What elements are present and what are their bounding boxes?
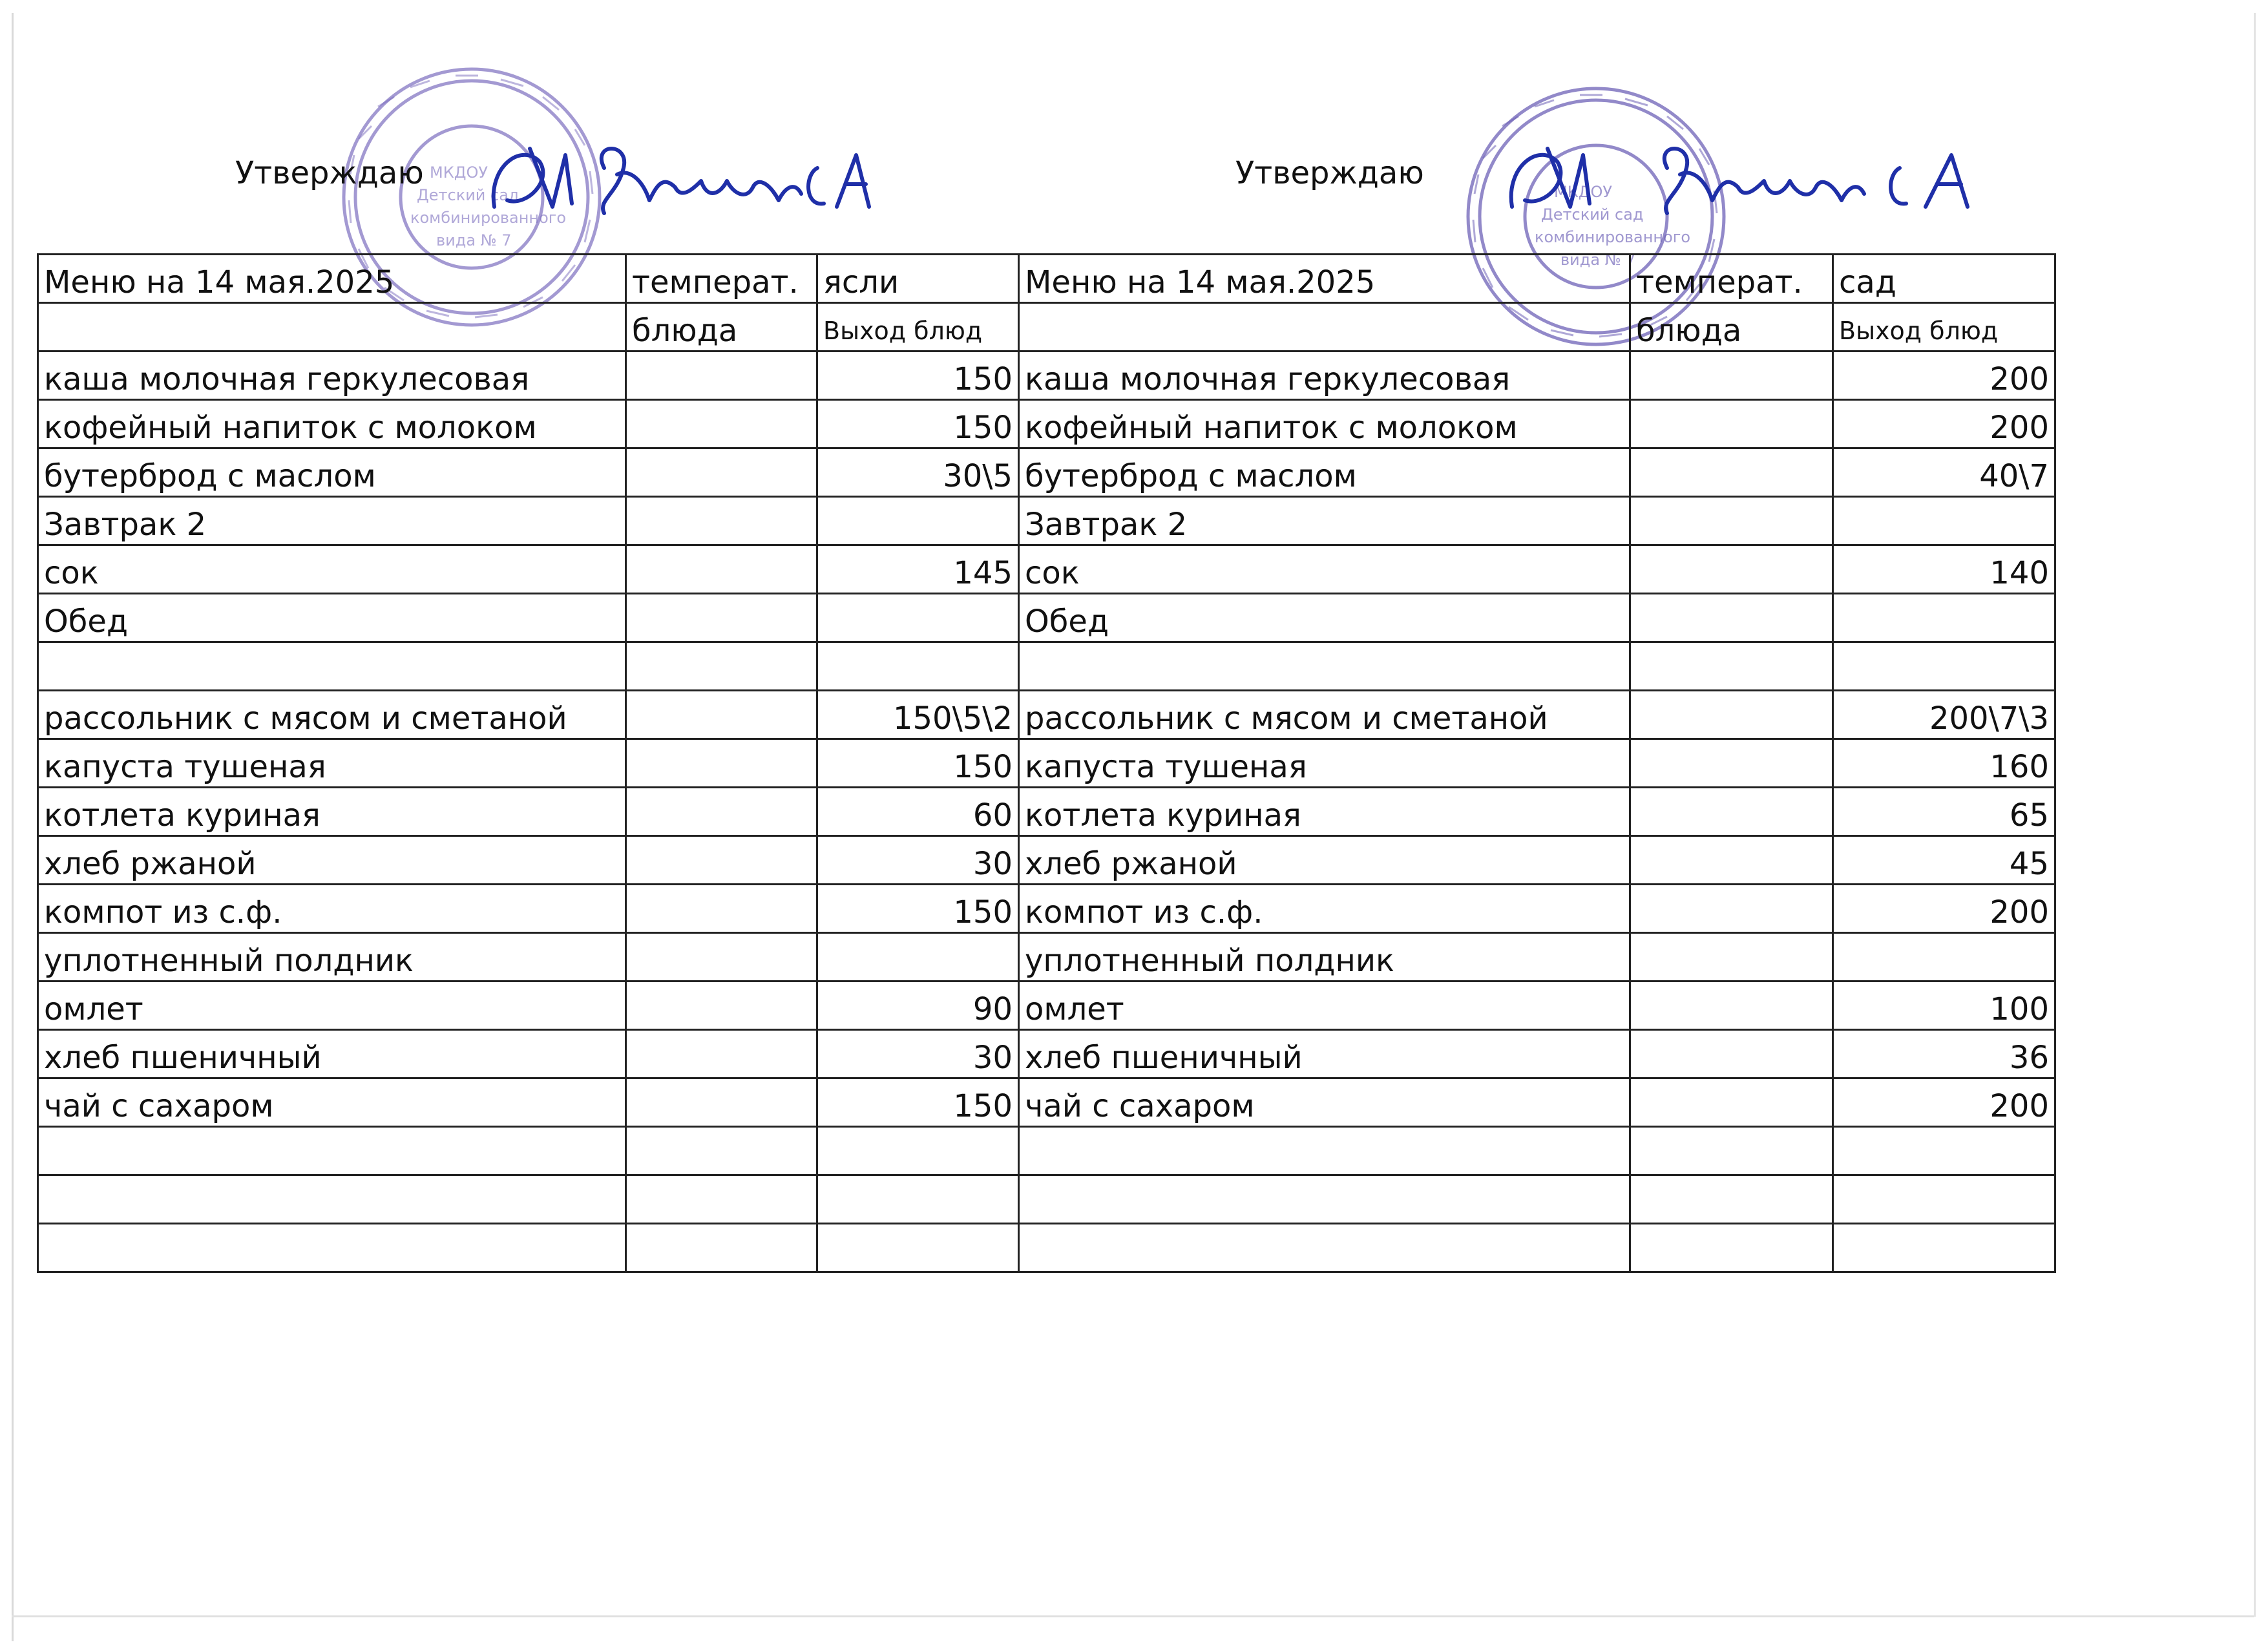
dish-name-right: каша молочная геркулесовая [1019, 352, 1630, 400]
output-cell-left [817, 497, 1019, 545]
output-cell-right: 200 [1833, 352, 2055, 400]
table-row [38, 933, 2055, 982]
table-row [38, 1030, 2055, 1078]
approve-label-right: Утверждаю [1235, 155, 1424, 191]
temp-header-left: температ. [626, 255, 817, 303]
table-row [38, 594, 2055, 642]
temp-cell-right [1630, 788, 1833, 836]
svg-text:МКДОУ: МКДОУ [430, 163, 488, 182]
empty-cell [626, 1224, 817, 1272]
temp-cell-left [626, 594, 817, 642]
temp-cell-right [1630, 885, 1833, 933]
temp-cell-left [626, 885, 817, 933]
output-cell-left [817, 642, 1019, 691]
group-header-left: ясли [817, 255, 1019, 303]
dish-name-right: бутерброд с маслом [1019, 448, 1630, 497]
empty-cell [817, 1224, 1019, 1272]
dish-name-right: уплотненный полдник [1019, 933, 1630, 982]
output-cell-left: 30\5 [817, 448, 1019, 497]
dish-name-left: котлета куриная [38, 788, 626, 836]
output-cell-left: 30 [817, 836, 1019, 885]
output-cell-left [817, 594, 1019, 642]
temp-cell-left [626, 836, 817, 885]
empty-cell [1833, 1224, 2055, 1272]
table-row [38, 352, 2055, 400]
temp-cell-right [1630, 400, 1833, 448]
empty-cell [38, 303, 626, 352]
temp-header-right: температ. [1630, 255, 1833, 303]
dish-name-left: каша молочная геркулесовая [38, 352, 626, 400]
empty-cell [817, 1175, 1019, 1224]
dish-name-right: кофейный напиток с молоком [1019, 400, 1630, 448]
output-cell-left: 60 [817, 788, 1019, 836]
output-cell-left: 150 [817, 739, 1019, 788]
output-cell-right [1833, 497, 2055, 545]
empty-cell [1833, 1175, 2055, 1224]
output-cell-right [1833, 933, 2055, 982]
table-row [38, 836, 2055, 885]
empty-cell [1630, 1127, 1833, 1175]
output-cell-right: 40\7 [1833, 448, 2055, 497]
output-cell-right [1833, 642, 2055, 691]
table-row [38, 1078, 2055, 1127]
empty-table-row [38, 1175, 2055, 1224]
svg-text:вида № 7: вида № 7 [436, 231, 512, 249]
temp-cell-right [1630, 545, 1833, 594]
dish-subheader-right: блюда [1630, 303, 1833, 352]
empty-cell [626, 1127, 817, 1175]
output-cell-right: 65 [1833, 788, 2055, 836]
output-cell-right: 160 [1833, 739, 2055, 788]
dish-name-right: чай с сахаром [1019, 1078, 1630, 1127]
output-cell-right: 200 [1833, 400, 2055, 448]
empty-cell [1833, 1127, 2055, 1175]
temp-cell-left [626, 642, 817, 691]
empty-cell [38, 1175, 626, 1224]
temp-cell-right [1630, 982, 1833, 1030]
table-row [38, 691, 2055, 739]
temp-cell-right [1630, 352, 1833, 400]
temp-cell-right [1630, 739, 1833, 788]
empty-cell [38, 1224, 626, 1272]
table-subheader-row [38, 303, 2055, 352]
dish-name-left: рассольник с мясом и сметаной [38, 691, 626, 739]
table-row [38, 545, 2055, 594]
temp-cell-right [1630, 594, 1833, 642]
temp-cell-left [626, 691, 817, 739]
output-subheader-left: Выход блюд [817, 303, 1019, 352]
empty-cell [1019, 1127, 1630, 1175]
dish-name-right: хлеб ржаной [1019, 836, 1630, 885]
table-row [38, 788, 2055, 836]
table-row [38, 885, 2055, 933]
temp-cell-right [1630, 1030, 1833, 1078]
temp-cell-right [1630, 497, 1833, 545]
dish-name-right: компот из с.ф. [1019, 885, 1630, 933]
svg-text:комбинированного: комбинированного [1535, 228, 1691, 246]
output-cell-left: 90 [817, 982, 1019, 1030]
dish-name-left: омлет [38, 982, 626, 1030]
svg-text:вида № 7: вида № 7 [1560, 251, 1636, 269]
output-cell-right: 200 [1833, 1078, 2055, 1127]
dish-name-left: капуста тушеная [38, 739, 626, 788]
svg-text:Детский сад: Детский сад [417, 186, 520, 204]
output-cell-right: 45 [1833, 836, 2055, 885]
temp-cell-left [626, 933, 817, 982]
output-cell-right: 200\7\3 [1833, 691, 2055, 739]
output-cell-left: 30 [817, 1030, 1019, 1078]
approve-label-left: Утверждаю [235, 155, 424, 191]
table-row [38, 400, 2055, 448]
dish-name-right: хлеб пшеничный [1019, 1030, 1630, 1078]
output-cell-left: 145 [817, 545, 1019, 594]
dish-name-left: компот из с.ф. [38, 885, 626, 933]
dish-name-right: Обед [1019, 594, 1630, 642]
table-row [38, 448, 2055, 497]
signature-left [468, 129, 895, 239]
dish-name-right: рассольник с мясом и сметаной [1019, 691, 1630, 739]
output-cell-left [817, 933, 1019, 982]
temp-cell-right [1630, 642, 1833, 691]
output-cell-left: 150 [817, 885, 1019, 933]
dish-name-left: Завтрак 2 [38, 497, 626, 545]
output-cell-right: 100 [1833, 982, 2055, 1030]
svg-text:комбинированного: комбинированного [410, 209, 567, 227]
table-row [38, 739, 2055, 788]
temp-cell-right [1630, 1078, 1833, 1127]
svg-text:Детский сад: Детский сад [1541, 205, 1644, 224]
empty-cell [1019, 303, 1630, 352]
dish-name-left: Обед [38, 594, 626, 642]
page-edge-bottom [12, 1615, 2254, 1617]
table-header-row [38, 255, 2055, 303]
output-cell-right: 140 [1833, 545, 2055, 594]
table-row [38, 497, 2055, 545]
dish-name-left: хлеб ржаной [38, 836, 626, 885]
group-header-right: сад [1833, 255, 2055, 303]
output-cell-right: 200 [1833, 885, 2055, 933]
temp-cell-left [626, 739, 817, 788]
empty-cell [38, 1127, 626, 1175]
temp-cell-right [1630, 836, 1833, 885]
dish-name-right: омлет [1019, 982, 1630, 1030]
menu-title-right: Меню на 14 мая.2025 [1019, 255, 1630, 303]
table-row [38, 982, 2055, 1030]
output-cell-right: 36 [1833, 1030, 2055, 1078]
menu-title-left: Меню на 14 мая.2025 [38, 255, 626, 303]
dish-subheader-left: блюда [626, 303, 817, 352]
temp-cell-left [626, 1078, 817, 1127]
empty-table-row [38, 1224, 2055, 1272]
output-cell-left: 150\5\2 [817, 691, 1019, 739]
dish-name-left: сок [38, 545, 626, 594]
empty-cell [626, 1175, 817, 1224]
empty-cell [1630, 1175, 1833, 1224]
signature-right [1486, 129, 2016, 239]
svg-text:МКДОУ: МКДОУ [1554, 183, 1613, 201]
temp-cell-left [626, 448, 817, 497]
dish-name-right [1019, 642, 1630, 691]
dish-name-left: уплотненный полдник [38, 933, 626, 982]
dish-name-right: сок [1019, 545, 1630, 594]
dish-name-right: капуста тушеная [1019, 739, 1630, 788]
menu-table [37, 253, 2056, 1273]
empty-cell [1630, 1224, 1833, 1272]
output-subheader-right: Выход блюд [1833, 303, 2055, 352]
output-cell-left: 150 [817, 1078, 1019, 1127]
temp-cell-left [626, 352, 817, 400]
temp-cell-right [1630, 691, 1833, 739]
output-cell-left: 150 [817, 400, 1019, 448]
page-edge-left [12, 13, 14, 1641]
dish-name-left: хлеб пшеничный [38, 1030, 626, 1078]
page-edge-right [2254, 13, 2256, 1617]
dish-name-left: бутерброд с маслом [38, 448, 626, 497]
temp-cell-left [626, 982, 817, 1030]
dish-name-left [38, 642, 626, 691]
temp-cell-left [626, 1030, 817, 1078]
empty-cell [817, 1127, 1019, 1175]
output-cell-right [1833, 594, 2055, 642]
temp-cell-left [626, 788, 817, 836]
empty-cell [1019, 1224, 1630, 1272]
dish-name-left: кофейный напиток с молоком [38, 400, 626, 448]
empty-table-row [38, 1127, 2055, 1175]
temp-cell-left [626, 400, 817, 448]
temp-cell-right [1630, 448, 1833, 497]
output-cell-left: 150 [817, 352, 1019, 400]
temp-cell-left [626, 497, 817, 545]
temp-cell-right [1630, 933, 1833, 982]
dish-name-left: чай с сахаром [38, 1078, 626, 1127]
dish-name-right: котлета куриная [1019, 788, 1630, 836]
table-row [38, 642, 2055, 691]
empty-cell [1019, 1175, 1630, 1224]
temp-cell-left [626, 545, 817, 594]
dish-name-right: Завтрак 2 [1019, 497, 1630, 545]
